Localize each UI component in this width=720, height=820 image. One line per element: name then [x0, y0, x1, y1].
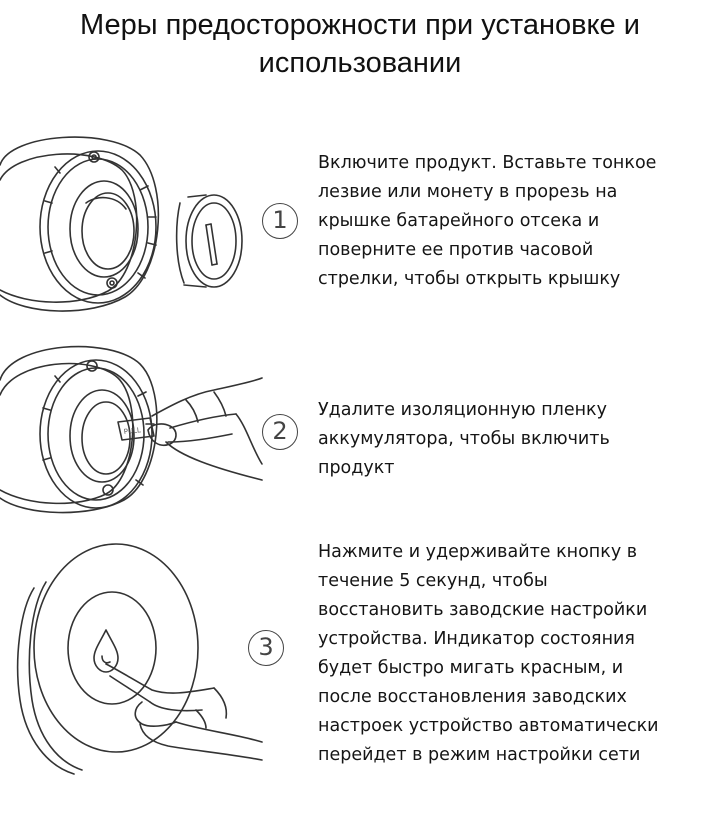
step-2-text: Удалите изоляционную пленку аккумулятора, чтобы включить продукт — [318, 400, 610, 478]
page-title — [0, 6, 720, 82]
step-3-number: 3 — [248, 630, 284, 666]
step-1 — [0, 125, 720, 325]
page-title-line-1: Меры предосторожности при установке и — [80, 9, 640, 41]
pull-insulation-film-icon — [0, 330, 300, 520]
press-reset-button-icon — [0, 530, 300, 810]
step-2-number: 2 — [262, 414, 298, 450]
step-1-text: Включите продукт. Вставьте тонкое лезвие или монету в прорезь на крышке батарейного отсека и поверните ее против часовой стрелки, чтобы открыть крышку — [318, 153, 657, 289]
battery-cover-removal-icon — [0, 125, 300, 325]
page-title-line-2: использовании — [258, 47, 462, 79]
step-1-number: 1 — [262, 203, 298, 239]
step-3-text: Нажмите и удерживайте кнопку в течение 5 секунд, чтобы восстановить заводские настройки устройства. Индикатор состояния будет быстро мигать красным, и после восстановления заводских настроек устройство автоматически перейдет в режим настройки сети — [318, 542, 659, 765]
pull-tab-label: PULL — [123, 426, 142, 436]
step-3 — [0, 530, 720, 810]
step-2 — [0, 330, 720, 520]
